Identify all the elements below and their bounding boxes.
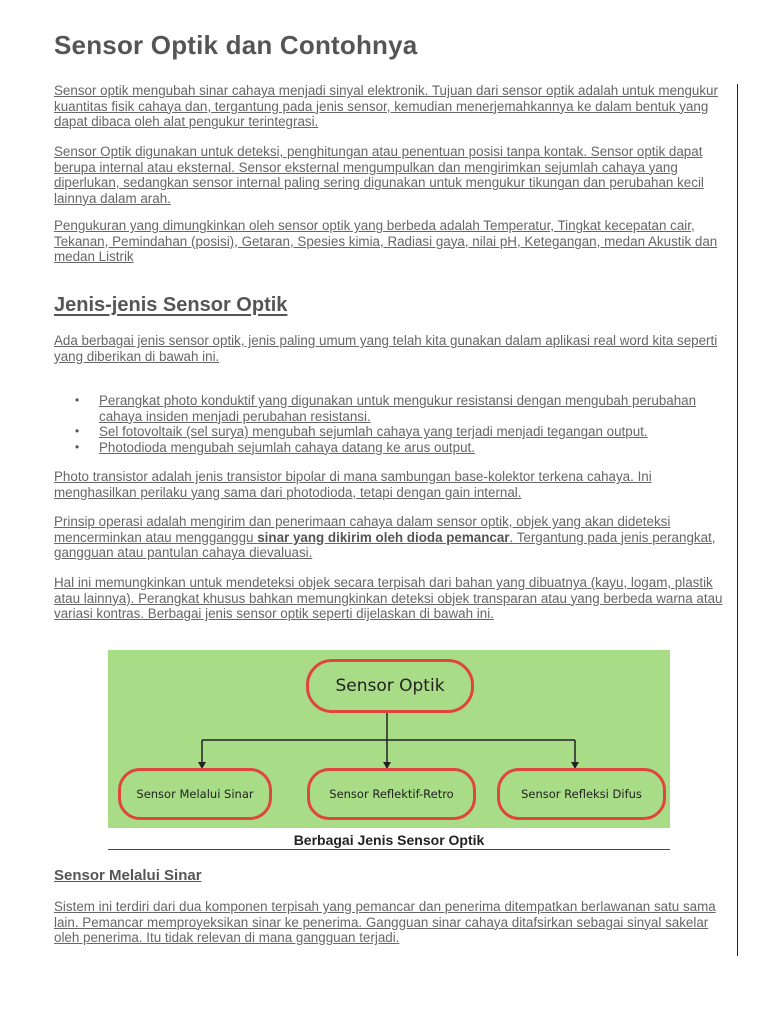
page-title: Sensor Optik dan Contohnya: [54, 30, 418, 60]
list-item-text: Perangkat photo konduktif yang digunakan untuk mengukur resistansi dengan mengubah perubahan cahaya insiden menjadi perubahan resistansi.: [99, 393, 697, 424]
list-item-text: Photodioda mengubah sejumlah cahaya datang ke arus output.: [99, 439, 475, 455]
bullet-icon: •: [75, 439, 80, 454]
section-heading-jenis: Jenis-jenis Sensor Optik: [54, 294, 288, 316]
sensor-type-list: [54, 393, 726, 455]
list-item: [54, 393, 726, 424]
diagram-root-node: Sensor Optik: [306, 659, 474, 713]
list-item: [54, 440, 726, 456]
bullet-icon: •: [75, 424, 80, 439]
melalui-sinar-paragraph: Sistem ini terdiri dari dua komponen terpisah yang pemancar dan penerima ditempatkan berlawanan satu sama lain. Pemancar memproyeksikan sinar ke penerima. Gangguan sinar cahaya ditafsirkan sebagai sinyal sakelar oleh penerima. Itu tidak relevan di mana gangguan terjadi.: [54, 899, 716, 946]
section-heading-melalui-sinar: Sensor Melalui Sinar: [54, 867, 202, 884]
intro-paragraph-1: Sensor optik mengubah sinar cahaya menjadi sinyal elektronik. Tujuan dari sensor optik adalah untuk mengukur kuantitas fisik cahaya dan, tergantung pada jenis sensor, kemudian menerjemahkannya ke dalam bentuk yang dapat dibaca oleh alat pengukur terintegrasi.: [54, 83, 718, 130]
diagram-node-refleksi-difus: Sensor Refleksi Difus: [497, 768, 666, 820]
figure-caption-rule: [108, 849, 670, 850]
hal-paragraph: Hal ini memungkinkan untuk mendeteksi objek secara terpisah dari bahan yang dibuatnya (kayu, logam, plastik atau lainnya). Perangkat khusus bahkan memungkinkan deteksi objek transparan atau yang berbeda warna atau variasi kontras. Berbagai jenis sensor optik seperti dijelaskan di bawah ini.: [54, 575, 723, 622]
list-item-text: Sel fotovoltaik (sel surya) mengubah sejumlah cahaya yang terjadi menjadi tegangan output.: [99, 424, 648, 440]
bullet-icon: •: [75, 393, 80, 407]
prinsip-bold-text: sinar yang dikirim oleh dioda pemancar: [257, 529, 510, 545]
prinsip-text-end: . Tergantung pada jenis perangkat, gangguan atau pantulan cahaya dievaluasi.: [54, 529, 716, 561]
diagram-node-melalui-sinar: Sensor Melalui Sinar: [118, 768, 272, 820]
prinsip-paragraph: [54, 514, 726, 561]
intro-paragraph-3: Pengukuran yang dimungkinkan oleh sensor optik yang berbeda adalah Temperatur, Tingkat kecepatan cair, Tekanan, Pemindahan (posisi), Getaran, Spesies kimia, Radiasi gaya, nilai pH, Ketegangan, medan Akustik dan medan Listrik: [54, 218, 718, 265]
sensor-types-diagram: [108, 650, 670, 828]
jenis-intro-paragraph: Ada berbagai jenis sensor optik, jenis paling umum yang telah kita gunakan dalam aplikasi real word kita seperti yang diberikan di bawah ini.: [54, 333, 718, 364]
prinsip-text-start: Prinsip operasi adalah mengirim dan penerimaan cahaya dalam sensor optik, objek yang akan dideteksi mencerminkan atau mengganggu: [54, 514, 671, 545]
diagram-node-reflektif-retro: Sensor Reflektif-Retro: [307, 768, 476, 820]
list-item: [54, 424, 726, 440]
page-edge-rule: [737, 84, 738, 956]
intro-paragraph-2: Sensor Optik digunakan untuk deteksi, penghitungan atau penentuan posisi tanpa kontak. Sensor optik dapat berupa internal atau eksternal. Sensor eksternal mengumpulkan dan mengirimkan sejumlah cahaya yang diperlukan, sedangkan sensor internal paling sering digunakan untuk mengukur tikungan dan perubahan kecil lainnya dalam arah.: [54, 144, 704, 206]
figure-caption: Berbagai Jenis Sensor Optik: [293, 832, 485, 848]
transistor-paragraph: Photo transistor adalah jenis transistor bipolar di mana sambungan base-kolektor terkena cahaya. Ini menghasilkan perilaku yang sama dari photodioda, tetapi dengan gain internal.: [54, 469, 652, 500]
